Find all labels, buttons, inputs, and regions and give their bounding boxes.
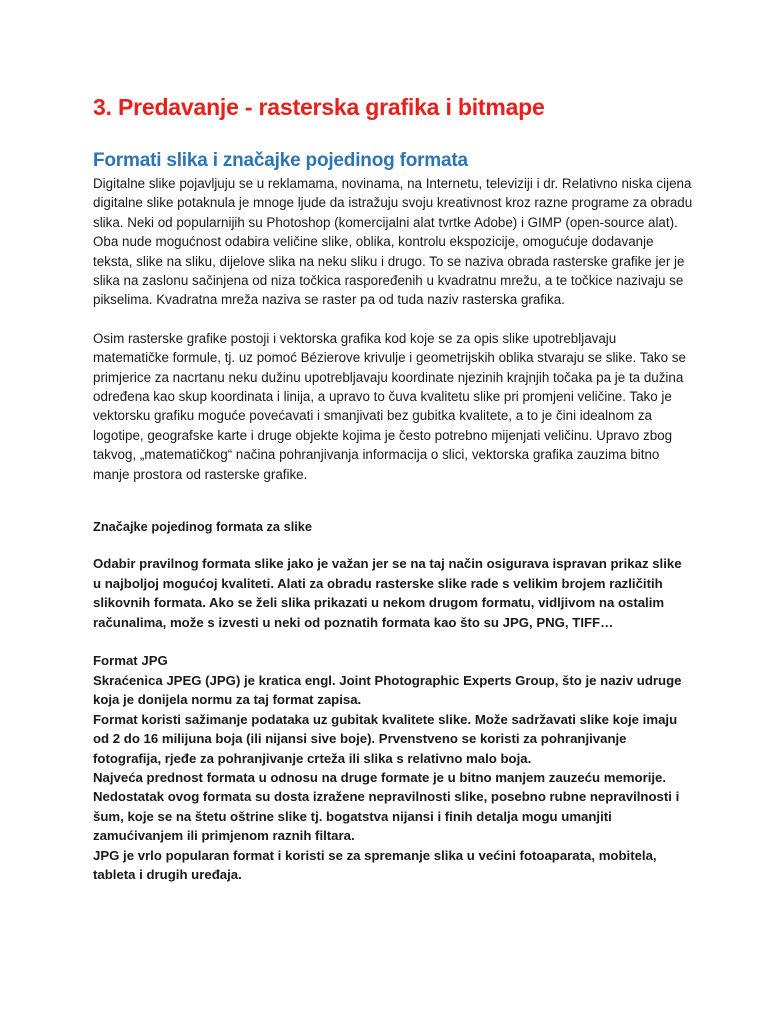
features-label: Značajke pojedinog formata za slike	[93, 519, 313, 535]
paragraph-format-choice: Odabir pravilnog formata slike jako je važan jer se na taj način osigurava ispravan prikaz slike u najboljoj mogućoj kvaliteti. Alati za obradu rasterske slike rade s velikim brojem različitih slikovnih formata. Ako se želi slika prikazati u nekom drugom formatu, vidljivom na ostalim računalima, može s izvesti u neki od poznatih formata kao što su JPG, PNG, TIFF…	[93, 556, 682, 630]
paragraph-raster-intro: Digitalne slike pojavljuju se u reklamama, novinama, na Internetu, televiziji i dr. Relativno niska cijena digitalne slike potaknula je mnoge ljude da istražuju svoju kreativnost kroz razne programe za obradu slika. Neki od popularnijih su Photoshop (komercijalni alat tvrtke Adobe) i GIMP (open-source alat). Oba nude mogućnost odabira veličine slike, oblika, kontrolu ekspozicije, omogućuje dodavanje teksta, slike na sliku, dijelove slika na neku sliku i drugo. To se naziva obrada rasterske grafike jer je slika na zaslonu sačinjena od niza točkica raspoređenih u kvadratnu mrežu, a te točkice nazivaju se pikselima. Kvadratna mreža naziva se raster pa od tuda naziv rasterska grafika.	[93, 176, 693, 308]
jpg-line-advantage: Najveća prednost formata u odnosu na druge formate je u bitno manjem zauzeću memorije.	[93, 769, 667, 785]
section-heading: Formati slika i značajke pojedinog formata	[93, 150, 468, 171]
document-page	[93, 92, 693, 884]
jpg-section	[93, 651, 693, 884]
jpg-line-acronym: Skraćenica JPEG (JPG) je kratica engl. Joint Photographic Experts Group, što je naziv udruge koja je donijela normu za taj format zapisa.	[93, 672, 682, 708]
jpg-line-compression: Format koristi sažimanje podataka uz gubitak kvalitete slike. Može sadržavati slike koje imaju od 2 do 16 milijuna boja (ili nijansi sive boje). Prvenstveno se koristi za pohranjivanje fotografija, rjeđe za pohranjivanje crteža ili slika s relativno malo boja.	[93, 711, 678, 766]
jpg-line-usage: JPG je vrlo popularan format i koristi se za spremanje slika u većini fotoaparata, mobitela, tableta i drugih uređaja.	[93, 847, 657, 882]
jpg-line-disadvantage: Nedostatak ovog formata su dosta izražene nepravilnosti slike, posebno rubne nepravilnosti i šum, koje se na štetu oštrine slike tj. bogatstva nijansi i finih detalja mogu umanjiti zamućivanjem ili primjenom raznih filtara.	[93, 789, 680, 844]
jpg-heading: Format JPG	[93, 653, 168, 669]
page-title: 3. Predavanje - rasterska grafika i bitmape	[93, 94, 545, 120]
paragraph-vector-graphics: Osim rasterske grafike postoji i vektorska grafika kod koje se za opis slike upotrebljavaju matematičke formule, tj. uz pomoć Bézierove krivulje i geometrijskih oblika stvaraju se slike. Tako se primjerice za nacrtanu neku dužinu upotrebljavaju koordinate njezinih krajnjih točaka pa je ta dužina određena kao skup koordinata i linija, a upravo to čuva kvalitetu slike pri promjeni veličine. Tako je vektorsku grafiku moguće povećavati i smanjivati bez gubitka kvalitete, a to je čini idealnom za logotipe, geografske karte i druge objekte kojima je često potrebno mijenjati veličinu. Upravo zbog takvog, „matematičkog“ načina pohranjivanja informacija o slici, vektorska grafika zauzima bitno manje prostora od rasterske grafike.	[93, 330, 686, 482]
